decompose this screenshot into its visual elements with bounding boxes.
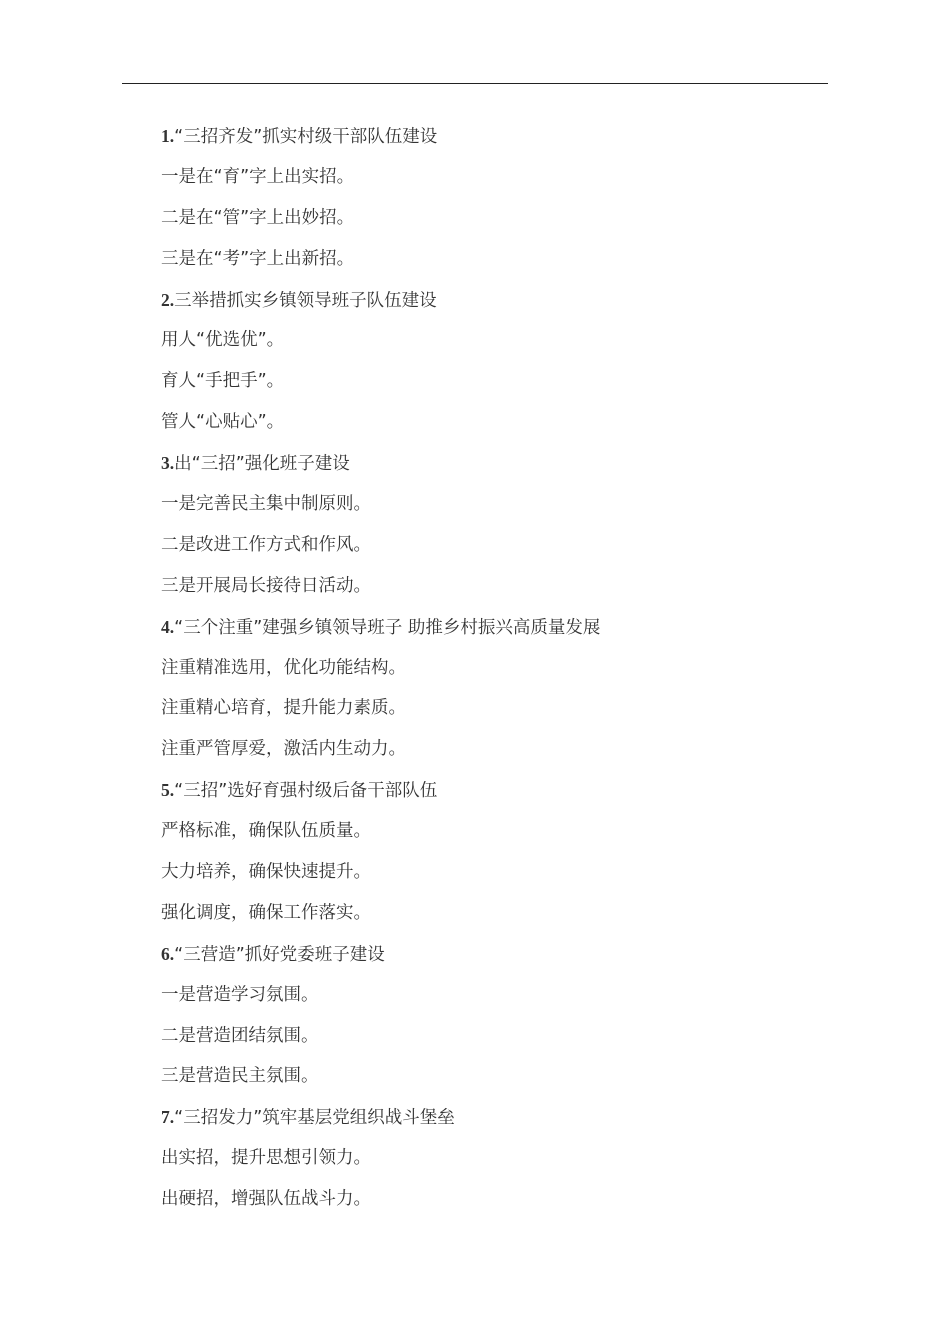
section-number: 3. xyxy=(161,453,175,474)
section-title: 出“三招”强化班子建设 xyxy=(174,454,350,475)
list-item: 三是营造民主氛围。 xyxy=(161,1066,319,1087)
header-rule xyxy=(122,83,828,84)
list-item: 用人“优选优”。 xyxy=(161,330,285,351)
section-heading xyxy=(161,778,801,819)
list-item: 出硬招，增强队伍战斗力。 xyxy=(161,1189,371,1210)
section-number: 1. xyxy=(161,126,175,146)
list-item: 一是完善民主集中制原则。 xyxy=(161,494,371,515)
section-heading xyxy=(161,615,801,656)
list-item: 强化调度，确保工作落实。 xyxy=(161,902,371,923)
section-heading xyxy=(161,288,801,329)
list-item: 大力培养，确保快速提升。 xyxy=(161,862,371,883)
list-item: 二是营造团结氛围。 xyxy=(161,1025,319,1046)
list-item: 出实招，提升思想引领力。 xyxy=(161,1148,371,1169)
section-title: “三招发力”筑牢基层党组织战斗堡垒 xyxy=(174,1108,455,1129)
section-number: 2. xyxy=(161,289,175,310)
document-body xyxy=(161,124,801,1228)
list-item: 严格标准，确保队伍质量。 xyxy=(161,821,371,842)
section-number: 5. xyxy=(161,780,175,801)
list-item: 三是开展局长接待日活动。 xyxy=(161,575,371,596)
list-item: 注重严管厚爱，激活内生动力。 xyxy=(161,739,406,760)
list-item: 一是营造学习氛围。 xyxy=(161,984,319,1005)
list-item: 一是在“育”字上出实招。 xyxy=(161,166,355,187)
section-heading xyxy=(161,124,801,165)
section-title: “三招”选好育强村级后备干部队伍 xyxy=(174,781,438,802)
section-number: 7. xyxy=(161,1107,175,1128)
section-number: 4. xyxy=(161,616,175,637)
section-title: 三举措抓实乡镇领导班子队伍建设 xyxy=(174,290,437,311)
section-heading xyxy=(161,451,801,492)
section-number: 6. xyxy=(161,943,175,964)
section-title: “三招齐发”抓实村级干部队伍建设 xyxy=(174,127,438,147)
list-item: 管人“心贴心”。 xyxy=(161,412,285,433)
list-item: 注重精心培育，提升能力素质。 xyxy=(161,698,406,719)
section-heading xyxy=(161,1105,801,1146)
list-item: 二是改进工作方式和作风。 xyxy=(161,534,371,555)
section-title: “三营造”抓好党委班子建设 xyxy=(174,944,385,965)
list-item: 育人“手把手”。 xyxy=(161,371,285,392)
list-item: 注重精准选用，优化功能结构。 xyxy=(161,657,406,678)
section-heading xyxy=(161,942,801,983)
section-title: “三个注重”建强乡镇领导班子 助推乡村振兴高质量发展 xyxy=(174,617,601,638)
list-item: 二是在“管”字上出妙招。 xyxy=(161,207,355,228)
list-item: 三是在“考”字上出新招。 xyxy=(161,248,355,269)
